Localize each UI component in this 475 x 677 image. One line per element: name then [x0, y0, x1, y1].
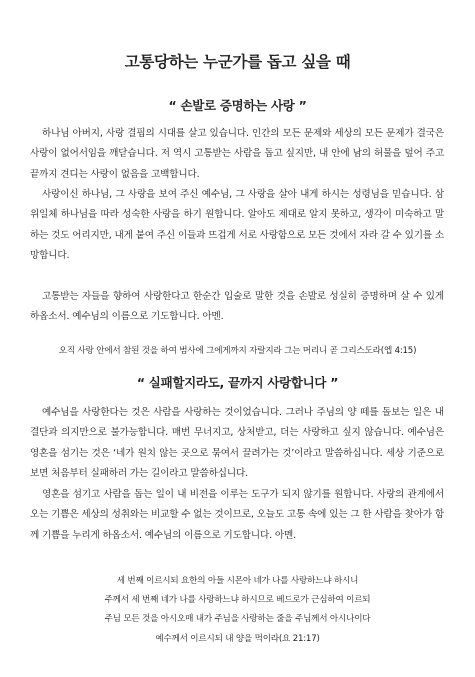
- section2-verse-line: 주께서 세 번째 네가 나를 사랑하느냐 하시므로 베드로가 근심하여 이르되: [104, 595, 371, 606]
- section2-paragraph-2: [30, 485, 444, 546]
- page-title: 고통당하는 누군가를 돕고 싶을 때: [124, 53, 351, 71]
- section2-paragraph-1: [30, 403, 444, 485]
- section2-verse-line: 주님 모든 것을 아시오매 내가 주님을 사랑하는 줄을 주님께서 아시나이다: [104, 614, 371, 625]
- section2-subtitle: “ 실패할지라도, 끝까지 사랑합니다 ”: [136, 375, 339, 390]
- section2-paragraph-2-text: 영혼을 섬기고 사람을 돕는 일이 내 비전을 이루는 도구가 되지 않기를 원합니다. 사랑의 관계에서 오는 기쁨은 세상의 성취와는 비교할 수 없는 것이므로, 오늘도 고통 속에 있는 그 한 사람을 찾아가 함께 기쁨을 누리게 하옵소서. 예수님의 이름으로 기도합니다. 아멘.: [30, 489, 444, 541]
- section1-paragraph-2: [30, 185, 444, 267]
- section1-paragraph-2-text: 사랑이신 하나님, 그 사랑을 보여 주신 예수님, 그 사랑을 살아 내게 하시는 성령님을 믿습니다. 삼위일체 하나님을 따라 성숙한 사랑을 하기 원합니다. 알아도 제대로 알지 못하고, 생각이 미숙하고 말하는 것도 어리지만, 내게 붙여 주신 이들과 뜨겁게 서로 사랑함으로 모든 것에서 자라 갈 수 있기를 소망합니다.: [30, 189, 444, 262]
- section2-verse-line: 세 번째 이르시되 요한의 아들 시몬아 네가 나를 사랑하느냐 하시니: [116, 576, 359, 586]
- section2-verse-line: 예수께서 이르시되 내 양을 먹이라(요 21:17): [155, 633, 320, 644]
- section2-bible-verse: [0, 572, 475, 649]
- section2-paragraph-1-text: 예수님을 사랑한다는 것은 사람을 사랑하는 것이었습니다. 그러나 주님의 양 떼를 돌보는 일은 내 결단과 의지만으로 불가능합니다. 매번 무너지고, 상처받고, 더는 사랑하고 싶지 않습니다. 예수님은 영혼을 섬기는 것은 ‘네가 원치 않는 곳으로 묶여서 끌려가는 것’이라고 말씀하십니다. 세상 기준으로 보면 처음부터 실패하러 가는 길이라고 말씀하십니다.: [30, 407, 444, 480]
- section1-paragraph-3: [30, 287, 444, 328]
- section1-paragraph-1-text: 하나님 아버지, 사랑 결핍의 시대를 살고 있습니다. 인간의 모든 문제와 세상의 모든 문제가 결국은 사랑이 없어서임을 깨닫습니다. 저 역시 고통받는 사람을 돕고 싶지만, 내 안에 남의 허물을 덮어 주고 끝까지 견디는 사랑이 없음을 고백합니다.: [30, 128, 444, 180]
- section1-subtitle: “ 손발로 증명하는 사랑 ”: [168, 98, 307, 113]
- section1-paragraph-1: [30, 124, 444, 185]
- section1-bible-verse: 오직 사랑 안에서 참된 것을 하여 범사에 그에게까지 자랄지라 그는 머리니 곧 그리스도라(엡 4:15): [58, 346, 417, 356]
- section1-paragraph-3-text: 고통받는 자들을 향하여 사랑한다고 한순간 입술로 말한 것을 손발로 성실히 증명하며 살 수 있게 하옵소서. 예수님의 이름으로 기도합니다. 아멘.: [30, 291, 444, 323]
